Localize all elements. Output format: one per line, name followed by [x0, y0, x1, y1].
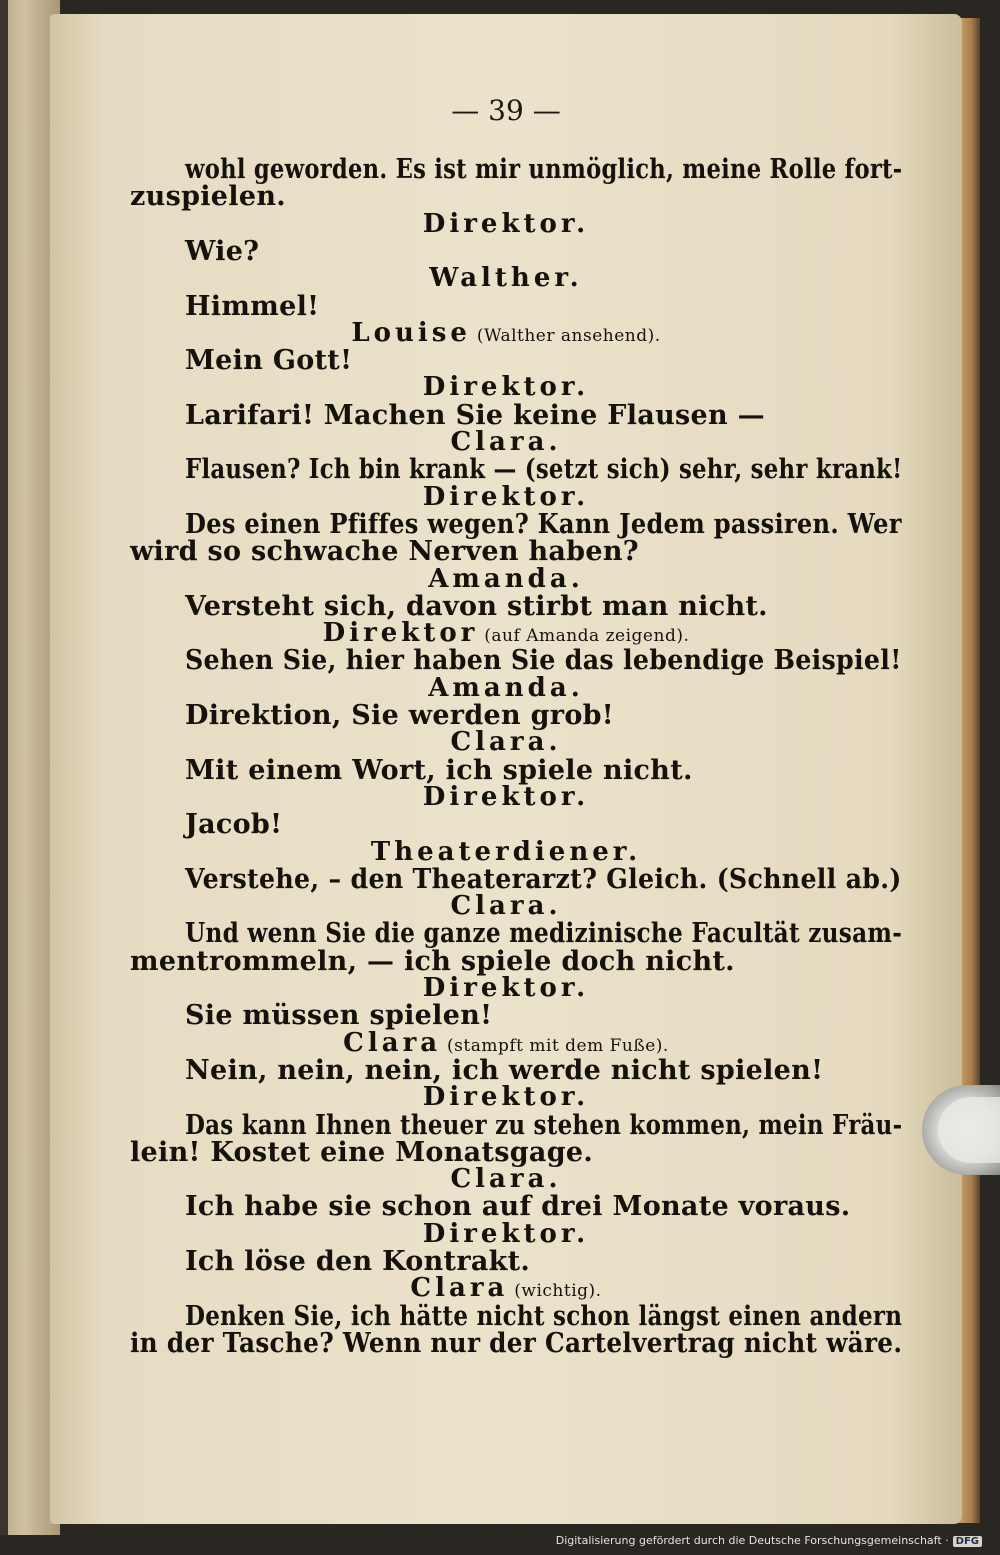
speaker-name — [50, 1273, 962, 1303]
speaker-label: Amanda. — [428, 672, 584, 703]
text-line: Versteht sich, davon stirbt man nicht. — [185, 590, 768, 622]
speaker-label: Clara. — [450, 891, 562, 922]
book-page — [50, 14, 962, 1524]
speaker-name — [50, 1164, 962, 1194]
speaker-name — [50, 427, 962, 457]
text-line: wird so schwache Nerven haben? — [130, 536, 639, 568]
text-line: Sie müssen spielen! — [185, 1000, 493, 1032]
page-clip-highlight — [938, 1097, 1000, 1163]
speaker-name — [50, 482, 962, 512]
text-line: Ich löse den Kontrakt. — [185, 1246, 531, 1277]
speaker-name — [50, 673, 962, 703]
speaker-label: Louise — [351, 317, 471, 348]
speaker-name — [50, 973, 962, 1003]
speaker-name — [50, 1219, 962, 1249]
speaker-label: Direktor — [322, 618, 479, 649]
text-line: Sehen Sie, hier haben Sie das lebendige Beispiel! — [185, 645, 902, 677]
text-line: Mein Gott! — [185, 345, 353, 377]
speaker-name — [50, 782, 962, 812]
text-line: Verstehe, – den Theaterarzt? Gleich. (Schnell ab.) — [185, 863, 902, 895]
speaker-name — [50, 618, 962, 648]
speaker-label: Walther. — [429, 263, 583, 294]
speaker-label: Direktor. — [422, 973, 590, 1003]
text-line: Des einen Pfiffes wegen? Kann Jedem passiren. Wer — [185, 508, 902, 540]
text-line: Und wenn Sie die ganze medizinische Facultät zusam- — [185, 918, 903, 950]
speaker-label: Direktor. — [422, 781, 590, 812]
speaker-name — [50, 263, 962, 293]
speaker-label: Clara — [410, 1273, 509, 1304]
text-line: zuspielen. — [130, 181, 286, 213]
speaker-name — [50, 318, 962, 348]
speaker-name — [50, 727, 962, 757]
speaker-label: Direktor. — [422, 481, 590, 512]
speaker-label: Direktor. — [422, 1218, 590, 1249]
page-number: — 39 — — [451, 94, 561, 127]
speaker-label: Amanda. — [428, 563, 584, 594]
stage-direction: (auf Amanda zeigend). — [478, 626, 690, 647]
text-line: Mit einem Wort, ich spiele nicht. — [185, 754, 693, 786]
speaker-label: Direktor. — [422, 372, 590, 403]
text-line: wohl geworden. Es ist mir unmöglich, meine Rolle fort- — [185, 154, 903, 185]
speaker-name — [50, 564, 962, 594]
text-line: Nein, nein, nein, ich werde nicht spielen! — [185, 1054, 824, 1086]
speaker-name — [50, 372, 962, 402]
speaker-label: Clara. — [450, 1164, 562, 1195]
speaker-name — [50, 837, 962, 867]
speaker-name — [50, 1028, 962, 1058]
speaker-name — [50, 209, 962, 239]
text-line: Denken Sie, ich hätte nicht schon längst einen andern — [185, 1300, 903, 1332]
speaker-label: Clara. — [450, 427, 562, 457]
text-line: Ich habe sie schon auf drei Monate voraus. — [185, 1191, 851, 1223]
speaker-label: Clara. — [450, 727, 562, 758]
speaker-name — [50, 891, 962, 921]
speaker-label: Theaterdiener. — [370, 836, 642, 867]
footer-text: Digitalisierung gefördert durch die Deutsche Forschungsgemeinschaft · — [555, 1534, 949, 1547]
digitization-credit — [556, 1534, 982, 1547]
text-line: mentrommeln, — ich spiele doch nicht. — [130, 945, 735, 977]
text-line: in der Tasche? Wenn nur der Cartelvertrag nicht wäre. — [130, 1327, 903, 1359]
text-line: Direktion, Sie werden grob! — [185, 700, 614, 731]
text-line: Larifari! Machen Sie keine Flausen — — [185, 399, 765, 431]
speaker-label: Clara — [343, 1027, 442, 1058]
text-line: Jacob! — [185, 809, 283, 841]
dfg-logo: DFG — [953, 1536, 982, 1547]
text-line: lein! Kostet eine Monatsgage. — [130, 1136, 594, 1168]
speaker-label: Direktor. — [422, 1082, 590, 1113]
speaker-label: Direktor. — [422, 208, 590, 239]
stage-direction: (wichtig). — [508, 1281, 602, 1302]
text-line: Himmel! — [185, 290, 320, 322]
stage-direction: (stampft mit dem Fuße). — [441, 1035, 669, 1056]
text-line: Das kann Ihnen theuer zu stehen kommen, mein Fräu- — [185, 1109, 903, 1141]
text-line: Flausen? Ich bin krank — (setzt sich) sehr, sehr krank! — [185, 454, 903, 486]
book-spine-shadow — [0, 0, 8, 1535]
text-line: Wie? — [185, 235, 260, 267]
stage-direction: (Walther ansehend). — [470, 325, 661, 346]
speaker-name — [50, 1082, 962, 1112]
